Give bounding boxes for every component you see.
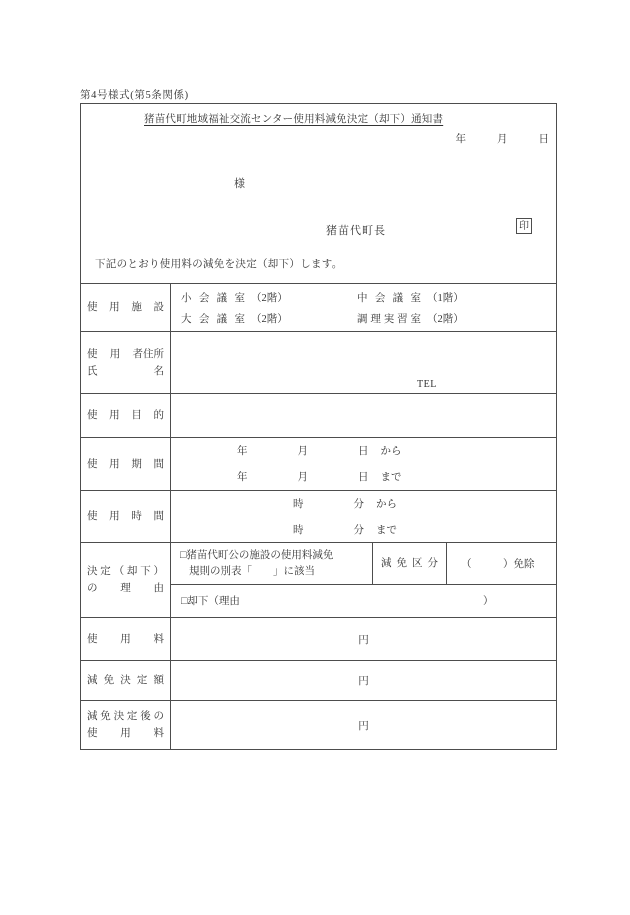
period-label: 使用期間 — [81, 438, 171, 490]
form-outer-box — [80, 103, 557, 750]
rejection-cell — [171, 585, 556, 617]
date-day-label: 日 — [538, 134, 549, 145]
category-value-cell: （ ）免除 — [461, 559, 535, 570]
form-header — [81, 104, 556, 283]
time-to-line: 時 分 まで — [293, 525, 397, 536]
reason-content — [171, 543, 556, 617]
user-label: 使 用 者住所 氏名 — [81, 332, 171, 393]
reason-row — [81, 542, 556, 617]
reduction-row — [81, 660, 556, 700]
preamble-text: 下記のとおり使用料の減免を決定（却下）します。 — [95, 259, 343, 270]
rejection-checkbox: □却下（理由 — [181, 596, 240, 607]
after-fee-content — [171, 701, 556, 749]
exemption-checkbox-line1: □猪苗代町公の施設の使用料減免 — [180, 550, 334, 561]
reduction-content — [171, 661, 556, 700]
seal-mark: 印 — [516, 218, 532, 234]
date-month-label: 月 — [497, 134, 508, 145]
purpose-content — [171, 394, 556, 437]
form-number: 第4号様式(第5条関係) — [80, 90, 189, 101]
exemption-checkbox-line2: 規則の別表「 」に該当 — [189, 566, 315, 577]
form-table — [81, 283, 556, 749]
after-fee-label: 減免決定後の 使用料 — [81, 701, 171, 749]
fee-label: 使用料 — [81, 618, 171, 660]
reason-label: 決定（却下） の理由 — [81, 543, 171, 617]
period-content — [171, 438, 556, 490]
room-option: 小会議室 （2階） — [181, 293, 288, 304]
addressee-suffix: 様 — [234, 178, 245, 190]
fee-row — [81, 617, 556, 660]
reduction-label: 減免決定額 — [81, 661, 171, 700]
date-year-label: 年 — [455, 134, 466, 145]
time-row — [81, 490, 556, 542]
tel-label: TEL — [417, 379, 437, 390]
room-option: 調理実習室 （2階） — [357, 314, 464, 325]
yen-unit: 円 — [358, 634, 369, 646]
period-row — [81, 437, 556, 490]
room-option: 大会議室 （2階） — [181, 314, 288, 325]
facility-row — [81, 283, 556, 331]
purpose-label: 使用目的 — [81, 394, 171, 437]
exemption-checkbox-cell — [171, 543, 373, 584]
room-option: 中会議室 （1階） — [357, 293, 464, 304]
facility-content — [171, 284, 556, 331]
user-content — [171, 332, 556, 393]
after-fee-row — [81, 700, 556, 749]
purpose-row — [81, 393, 556, 437]
time-label: 使用時間 — [81, 491, 171, 542]
yen-unit: 円 — [358, 676, 369, 687]
rejection-close-paren: ） — [483, 596, 494, 607]
period-to-line: 年 月 日 まで — [237, 472, 402, 483]
category-label-cell: 減免区分 — [373, 543, 447, 584]
facility-label: 使用施設 — [81, 284, 171, 331]
period-from-line: 年 月 日 から — [237, 446, 402, 457]
fee-content — [171, 618, 556, 660]
time-content — [171, 491, 556, 542]
user-row — [81, 331, 556, 393]
issuer-name: 猪苗代町長 — [326, 225, 386, 237]
yen-unit: 円 — [358, 720, 369, 732]
date-line — [425, 131, 550, 146]
form-title: 猪苗代町地域福祉交流センター使用料減免決定（却下）通知書 — [144, 114, 444, 125]
time-from-line: 時 分 から — [293, 499, 397, 510]
